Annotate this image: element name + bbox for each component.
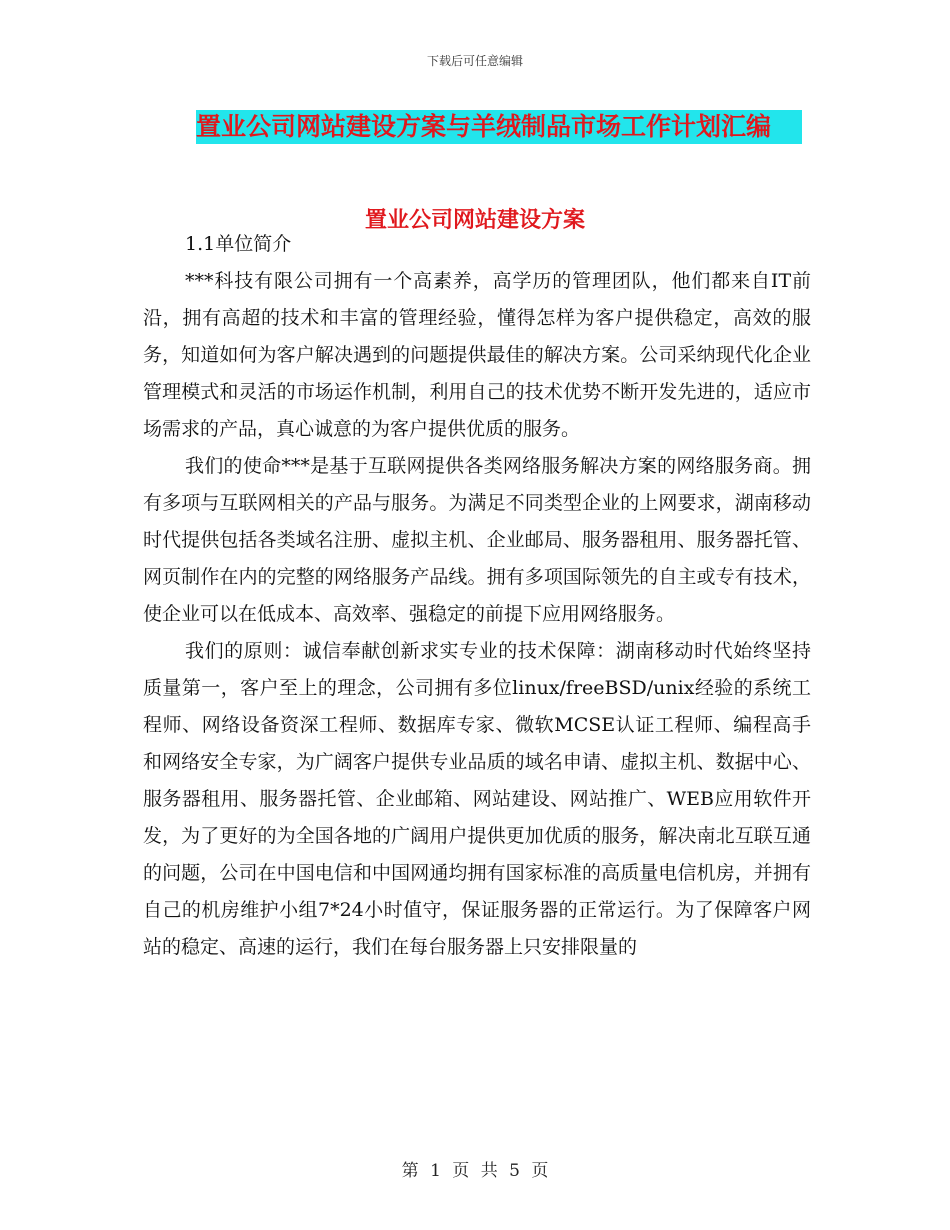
section-heading: 1.1单位简介 [185,233,292,255]
paragraph-mission: 我们的使命***是基于互联网提供各类网络服务解决方案的网络服务商。拥有多项与互联网相关的产品与服务。为满足不同类型企业的上网要求，湖南移动时代提供包括各类域名注册、虚拟主机、企业邮局、服务器租用、服务器托管、网页制作在内的完整的网络服务产品线。拥有多项国际领先的自主或专有技术，使企业可以在低成本、高效率、强稳定的前提下应用网络服务。 [143,455,811,625]
document-body [143,226,811,966]
page-number-footer: 第 1 页 共 5 页 [401,1161,549,1181]
paragraph-company-intro: ***科技有限公司拥有一个高素养，高学历的管理团队，他们都来自IT前沿，拥有高超的技术和丰富的管理经验，懂得怎样为客户提供稳定，高效的服务，知道如何为客户解决遇到的问题提供最佳的解决方案。公司采纳现代化企业管理模式和灵活的市场运作机制，利用自己的技术优势不断开发先进的，适应市场需求的产品，真心诚意的为客户提供优质的服务。 [143,270,811,440]
section-title: 置业公司网站建设方案 [364,208,585,233]
document-main-title: 置业公司网站建设方案与羊绒制品市场工作计划汇编 [196,112,772,141]
paragraph-principles: 我们的原则：诚信奉献创新求实专业的技术保障：湖南移动时代始终坚持质量第一，客户至上的理念，公司拥有多位linux/freeBSD/unix经验的系统工程师、网络设备资深工程师、数据库专家、微软MCSE认证工程师、编程高手和网络安全专家，为广阔客户提供专业品质的域名申请、虚拟主机、数据中心、服务器租用、服务器托管、企业邮箱、网站建设、网站推广、WEB应用软件开发，为了更好的为全国各地的广阔用户提供更加优质的服务，解决南北互联互通的问题，公司在中国电信和中国网通均拥有国家标准的高质量电信机房，并拥有自己的机房维护小组7*24小时值守，保证服务器的正常运行。为了保障客户网站的稳定、高速的运行，我们在每台服务器上只安排限量的 [143,640,811,958]
page-header-note: 下载后可任意编辑 [426,54,523,68]
